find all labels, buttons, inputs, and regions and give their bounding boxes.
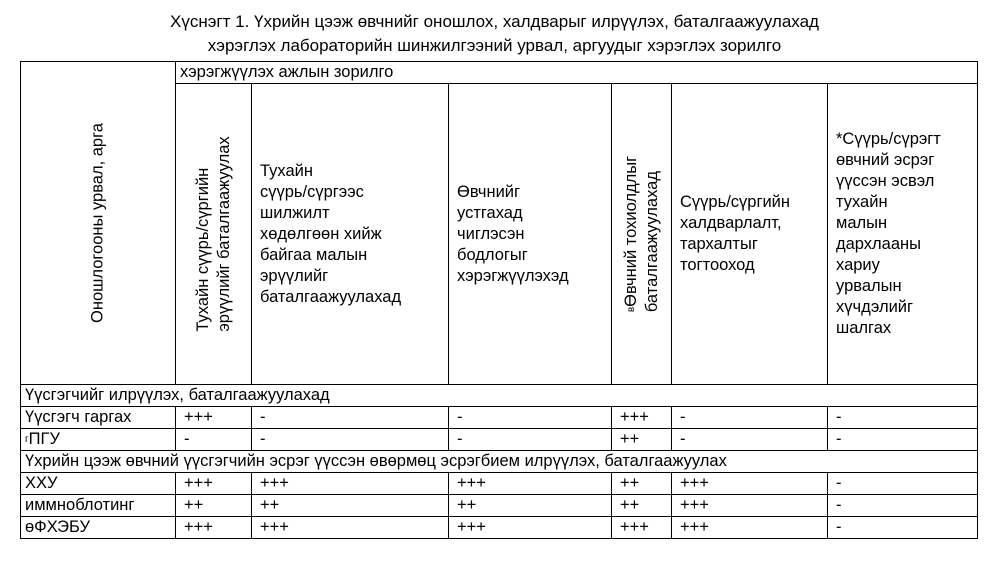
cell-value: - <box>252 429 449 451</box>
text-line: байгаа малын <box>260 245 368 264</box>
text-line: урвалын <box>836 277 902 295</box>
cell-value: +++ <box>252 473 449 495</box>
cell-value: - <box>449 407 612 429</box>
col-header-3 <box>449 84 612 385</box>
section-1-title: Үүсгэгчийг илрүүлэх, баталгаажуулахад <box>21 385 978 407</box>
cell-value: +++ <box>176 473 252 495</box>
text-line: чиглэсэн <box>457 224 525 243</box>
text-line: тухайн <box>836 193 888 211</box>
caption-line-2: хэрэглэх лабораторийн шинжилгээний урвал, аргуудыг хэрэглэх зорилго <box>207 36 782 55</box>
cell-value: ++ <box>449 495 612 517</box>
text-line: эрүүлийг баталгаажуулах <box>214 136 233 332</box>
col-header-4 <box>612 84 672 385</box>
cell-value: +++ <box>449 473 612 495</box>
cell-value: ++ <box>612 473 672 495</box>
method-name: Үүсгэгч гаргах <box>21 407 176 429</box>
table-caption <box>0 10 989 58</box>
cell-value: - <box>252 407 449 429</box>
corner-header-cell <box>21 62 176 385</box>
section-2-title: Үхрийн цээж өвчний үүсгэгчийн эсрэг үүссэн өвөрмөц эсрэгбием илрүүлэх, баталгаажуулах <box>21 451 978 473</box>
text-line: дархлааны <box>836 235 921 253</box>
text-line: ПГУ <box>28 430 60 448</box>
text-line: Тухайн <box>260 161 313 180</box>
method-name <box>21 429 176 451</box>
col-header-2 <box>252 84 449 385</box>
cell-value: ++ <box>612 429 672 451</box>
cell-value: +++ <box>176 407 252 429</box>
text-line: Сүүрь/сүргийн <box>680 193 791 211</box>
method-name: иммноблотинг <box>21 495 176 517</box>
cell-value: - <box>828 429 978 451</box>
text-line: эрүүлийг <box>260 266 329 285</box>
text-line: г <box>25 434 29 445</box>
text-line: сүүрь/сүргээс <box>260 182 364 201</box>
text-line: халдварлалт, <box>680 214 782 232</box>
cell-value: - <box>672 407 828 429</box>
corner-header: Оношлогооны урвал, арга <box>88 123 107 323</box>
cell-value: ++ <box>176 495 252 517</box>
table-row <box>21 407 978 429</box>
text-line: баталгаажуулахад <box>260 287 402 306</box>
cell-value: - <box>828 495 978 517</box>
text-line: өвчний эсрэг <box>836 151 935 169</box>
cell-value: ++ <box>252 495 449 517</box>
text-line: *Сүүрь/сүрэгт <box>836 130 941 148</box>
cell-value: +++ <box>176 517 252 539</box>
cell-value: +++ <box>612 517 672 539</box>
text-line: Өвчнийг <box>457 182 521 201</box>
text-line: бодлогыг <box>457 245 528 264</box>
caption-line-1: Хүснэгт 1. Үхрийн цээж өвчнийг оношлох, халдварыг илрүүлэх, баталгаажуулахад <box>170 12 819 31</box>
text-line: баталгаажуулахад <box>642 171 661 313</box>
cell-value: +++ <box>612 407 672 429</box>
text-line: Тухайн сүүрь/сүргийн <box>193 167 212 332</box>
text-line: устгахад <box>457 203 523 222</box>
text-line: малын <box>836 214 888 232</box>
cell-value: - <box>828 473 978 495</box>
text-line: в <box>625 306 637 313</box>
text-line: шилжилт <box>260 203 330 222</box>
table-row <box>21 429 978 451</box>
text-line: хариу <box>836 256 880 274</box>
text-line: тогтооход <box>680 256 755 274</box>
col-header-6 <box>828 84 978 385</box>
diagnostic-methods-table <box>20 61 978 539</box>
text-line: тархалтыг <box>680 235 758 253</box>
cell-value: +++ <box>449 517 612 539</box>
method-name: ХХУ <box>21 473 176 495</box>
cell-value: ++ <box>612 495 672 517</box>
cell-value: +++ <box>672 495 828 517</box>
cell-value: - <box>449 429 612 451</box>
text-line: хөдөлгөөн хийж <box>260 224 382 243</box>
text-line <box>621 156 642 312</box>
table-row <box>21 517 978 539</box>
cell-value: +++ <box>672 473 828 495</box>
col-header-5 <box>672 84 828 385</box>
cell-value: - <box>176 429 252 451</box>
cell-value: - <box>828 407 978 429</box>
cell-value: - <box>828 517 978 539</box>
method-name: өФХЭБУ <box>21 517 176 539</box>
cell-value: - <box>672 429 828 451</box>
table-row <box>21 473 978 495</box>
cell-value: +++ <box>672 517 828 539</box>
table-row <box>21 495 978 517</box>
text-line: шалгах <box>836 319 892 337</box>
text-line: Өвчний тохиолдлыг <box>621 155 640 307</box>
goal-header: хэрэгжүүлэх ажлын зорилго <box>176 62 978 84</box>
cell-value: +++ <box>252 517 449 539</box>
text-line: хэрэгжүүлэхэд <box>457 266 569 285</box>
text-line: үүссэн эсвэл <box>836 172 935 190</box>
text-line: хүчдэлийг <box>836 298 914 316</box>
col-header-1 <box>176 84 252 385</box>
